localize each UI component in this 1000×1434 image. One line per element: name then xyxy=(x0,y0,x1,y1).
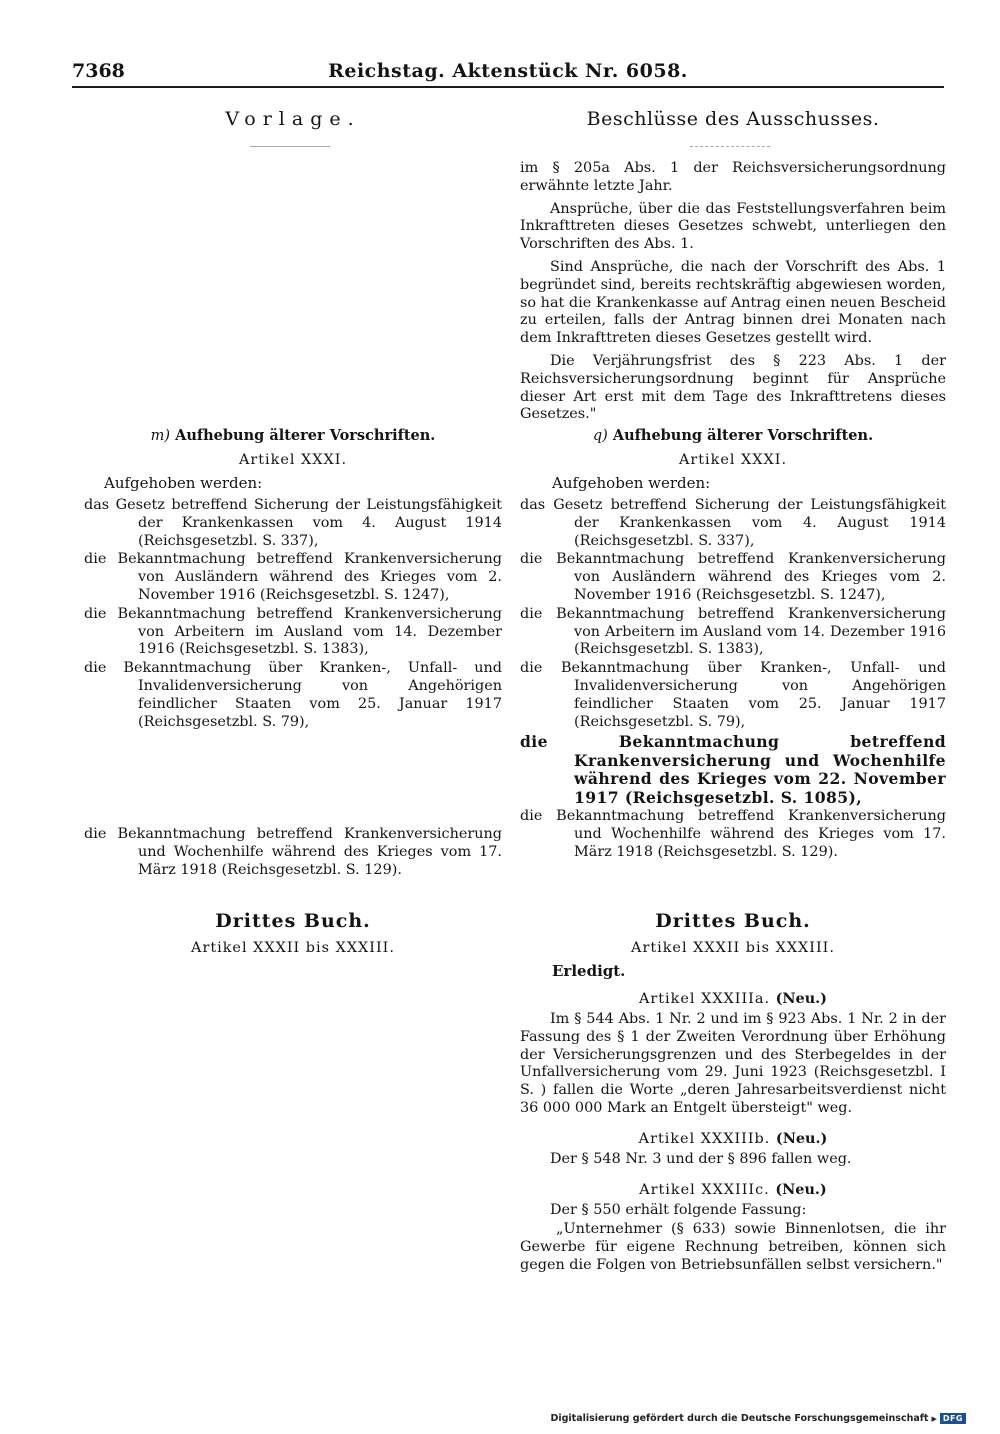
status-settled: Erledigt. xyxy=(552,962,626,980)
article-text: Der § 550 erhält folgende Fassung: xyxy=(550,1201,807,1218)
book-article: Artikel XXXII bis XXXIII. xyxy=(191,940,395,956)
new-badge: (Neu.) xyxy=(775,1129,828,1147)
article-heading: Artikel XXXI. xyxy=(238,452,348,468)
right-column-title: Beschlüsse des Ausschusses. xyxy=(586,108,880,130)
book-article: Artikel XXXII bis XXXIII. xyxy=(631,940,835,956)
page-header xyxy=(72,58,944,88)
article-heading xyxy=(520,1181,946,1198)
list-item: die Bekanntmachung über Kranken-, Unfall- und Invalidenversicherung von Angehörigen feindlicher Staaten vom 25. Januar 1917 (Reichsgesetzbl. S. 79), xyxy=(520,660,946,730)
section-letter: q) xyxy=(592,428,608,444)
new-badge: (Neu.) xyxy=(775,990,827,1007)
section-letter: m) xyxy=(150,428,171,444)
article-label: Artikel XXXIIIc. xyxy=(639,1181,770,1198)
right-continuation xyxy=(520,160,946,424)
paragraph: im § 205a Abs. 1 der Reichsversicherungsordnung erwähnte letzte Jahr. xyxy=(520,160,946,194)
book-heading: Drittes Buch. xyxy=(655,910,811,932)
page-number: 7368 xyxy=(72,60,125,82)
article-text: Der § 548 Nr. 3 und der § 896 fallen weg. xyxy=(550,1150,852,1167)
list-item-new: die Bekanntmachung betreffend Krankenversicherung und Wochenhilfe während des Krieges vom 22. November 1917 (Reichsgesetzbl. S. 1085), xyxy=(520,732,946,807)
right-book xyxy=(520,910,946,1275)
section-heading xyxy=(84,427,502,444)
book-heading: Drittes Buch. xyxy=(215,910,371,932)
left-last-item xyxy=(84,826,502,880)
article-text: Im § 544 Abs. 1 Nr. 2 und im § 923 Abs. 1 Nr. 2 in der Fassung des § 1 der Zweiten Verordnung über Erhöhung der Versicherungsgrenzen und des Sterbegeldes in der Unfallversicherung vom 29. Juni 1923 (Reichsgesetzbl. I S. ) fallen die Worte „deren Jahresarbeitsverdienst nicht 36 000 000 Mark an Entgelt übersteigt" weg. xyxy=(520,1011,946,1116)
quoted-text: „Unternehmer (§ 633) sowie Binnenlotsen, die ihr Gewerbe für eigene Rechnung betreiben, können sich gegen die Folgen von Betriebsunfällen selbst versichern." xyxy=(520,1221,946,1273)
list-item: das Gesetz betreffend Sicherung der Leistungsfähigkeit der Krankenkassen vom 4. August 1914 (Reichsgesetzbl. S. 337), xyxy=(520,497,946,549)
list-item: die Bekanntmachung über Kranken-, Unfall- und Invalidenversicherung von Angehörigen feindlicher Staaten vom 25. Januar 1917 (Reichsgesetzbl. S. 79), xyxy=(84,660,502,730)
paragraph: Die Verjährungsfrist des § 223 Abs. 1 der Reichsversicherungsordnung beginnt für Ansprüche dieser Art erst mit dem Tage des Inkrafttretens dieses Gesetzes." xyxy=(520,352,946,423)
article-label: Artikel XXXIIIb. xyxy=(638,1130,771,1147)
article-heading xyxy=(520,990,946,1007)
paragraph: Ansprüche, über die das Feststellungsverfahren beim Inkrafttreten dieses Gesetzes schwebt, unterliegen den Vorschriften des Abs. 1. xyxy=(520,200,946,253)
right-title-rule xyxy=(690,146,770,147)
section-title: Aufhebung älterer Vorschriften. xyxy=(175,427,436,444)
left-book xyxy=(84,910,502,956)
section-heading xyxy=(520,427,946,444)
article-heading xyxy=(520,1130,946,1147)
list-item: die Bekanntmachung betreffend Krankenversicherung von Ausländern während des Krieges vom 2. November 1916 (Reichsgesetzbl. S. 1247), xyxy=(520,551,946,603)
digitization-footer xyxy=(550,1413,966,1424)
list-item: die Bekanntmachung betreffend Krankenversicherung von Arbeitern im Ausland vom 14. Dezember 1916 (Reichsgesetzbl. S. 1383), xyxy=(520,605,946,658)
left-section-repeal xyxy=(84,427,502,732)
arrow-icon: ▶ xyxy=(931,1414,937,1423)
intro-text: Aufgehoben werden: xyxy=(552,474,711,492)
left-title-rule xyxy=(250,146,330,147)
list-item: das Gesetz betreffend Sicherung der Leistungsfähigkeit der Krankenkassen vom 4. August 1914 (Reichsgesetzbl. S. 337), xyxy=(84,497,502,549)
list-item: die Bekanntmachung betreffend Krankenversicherung von Ausländern während des Krieges vom 2. November 1916 (Reichsgesetzbl. S. 1247), xyxy=(84,551,502,603)
list-item: die Bekanntmachung betreffend Krankenversicherung von Arbeitern im Ausland vom 14. Dezember 1916 (Reichsgesetzbl. S. 1383), xyxy=(84,605,502,658)
intro-text: Aufgehoben werden: xyxy=(104,474,263,492)
dfg-logo-icon: DFG xyxy=(940,1413,966,1424)
running-head: Reichstag. Aktenstück Nr. 6058. xyxy=(328,60,688,82)
footer-text: Digitalisierung gefördert durch die Deutsche Forschungsgemeinschaft xyxy=(550,1413,929,1424)
section-title: Aufhebung älterer Vorschriften. xyxy=(612,427,874,444)
left-column-title: Vorlage. xyxy=(225,108,361,130)
article-heading: Artikel XXXI. xyxy=(678,452,788,468)
list-item: die Bekanntmachung betreffend Krankenversicherung und Wochenhilfe während des Krieges vom 17. März 1918 (Reichsgesetzbl. S. 129). xyxy=(84,826,502,878)
right-section-repeal xyxy=(520,427,946,863)
paragraph: Sind Ansprüche, die nach der Vorschrift des Abs. 1 begründet sind, bereits rechtskräftig abgewiesen worden, so hat die Krankenkasse auf Antrag einen neuen Bescheid zu erteilen, falls der Antrag binnen drei Monaten nach dem Inkrafttreten dieses Gesetzes gestellt wird. xyxy=(520,258,946,347)
new-badge: (Neu.) xyxy=(775,1180,827,1198)
article-label: Artikel XXXIIIa. xyxy=(639,991,771,1007)
list-item: die Bekanntmachung betreffend Krankenversicherung und Wochenhilfe während des Krieges vom 17. März 1918 (Reichsgesetzbl. S. 129). xyxy=(520,808,946,860)
